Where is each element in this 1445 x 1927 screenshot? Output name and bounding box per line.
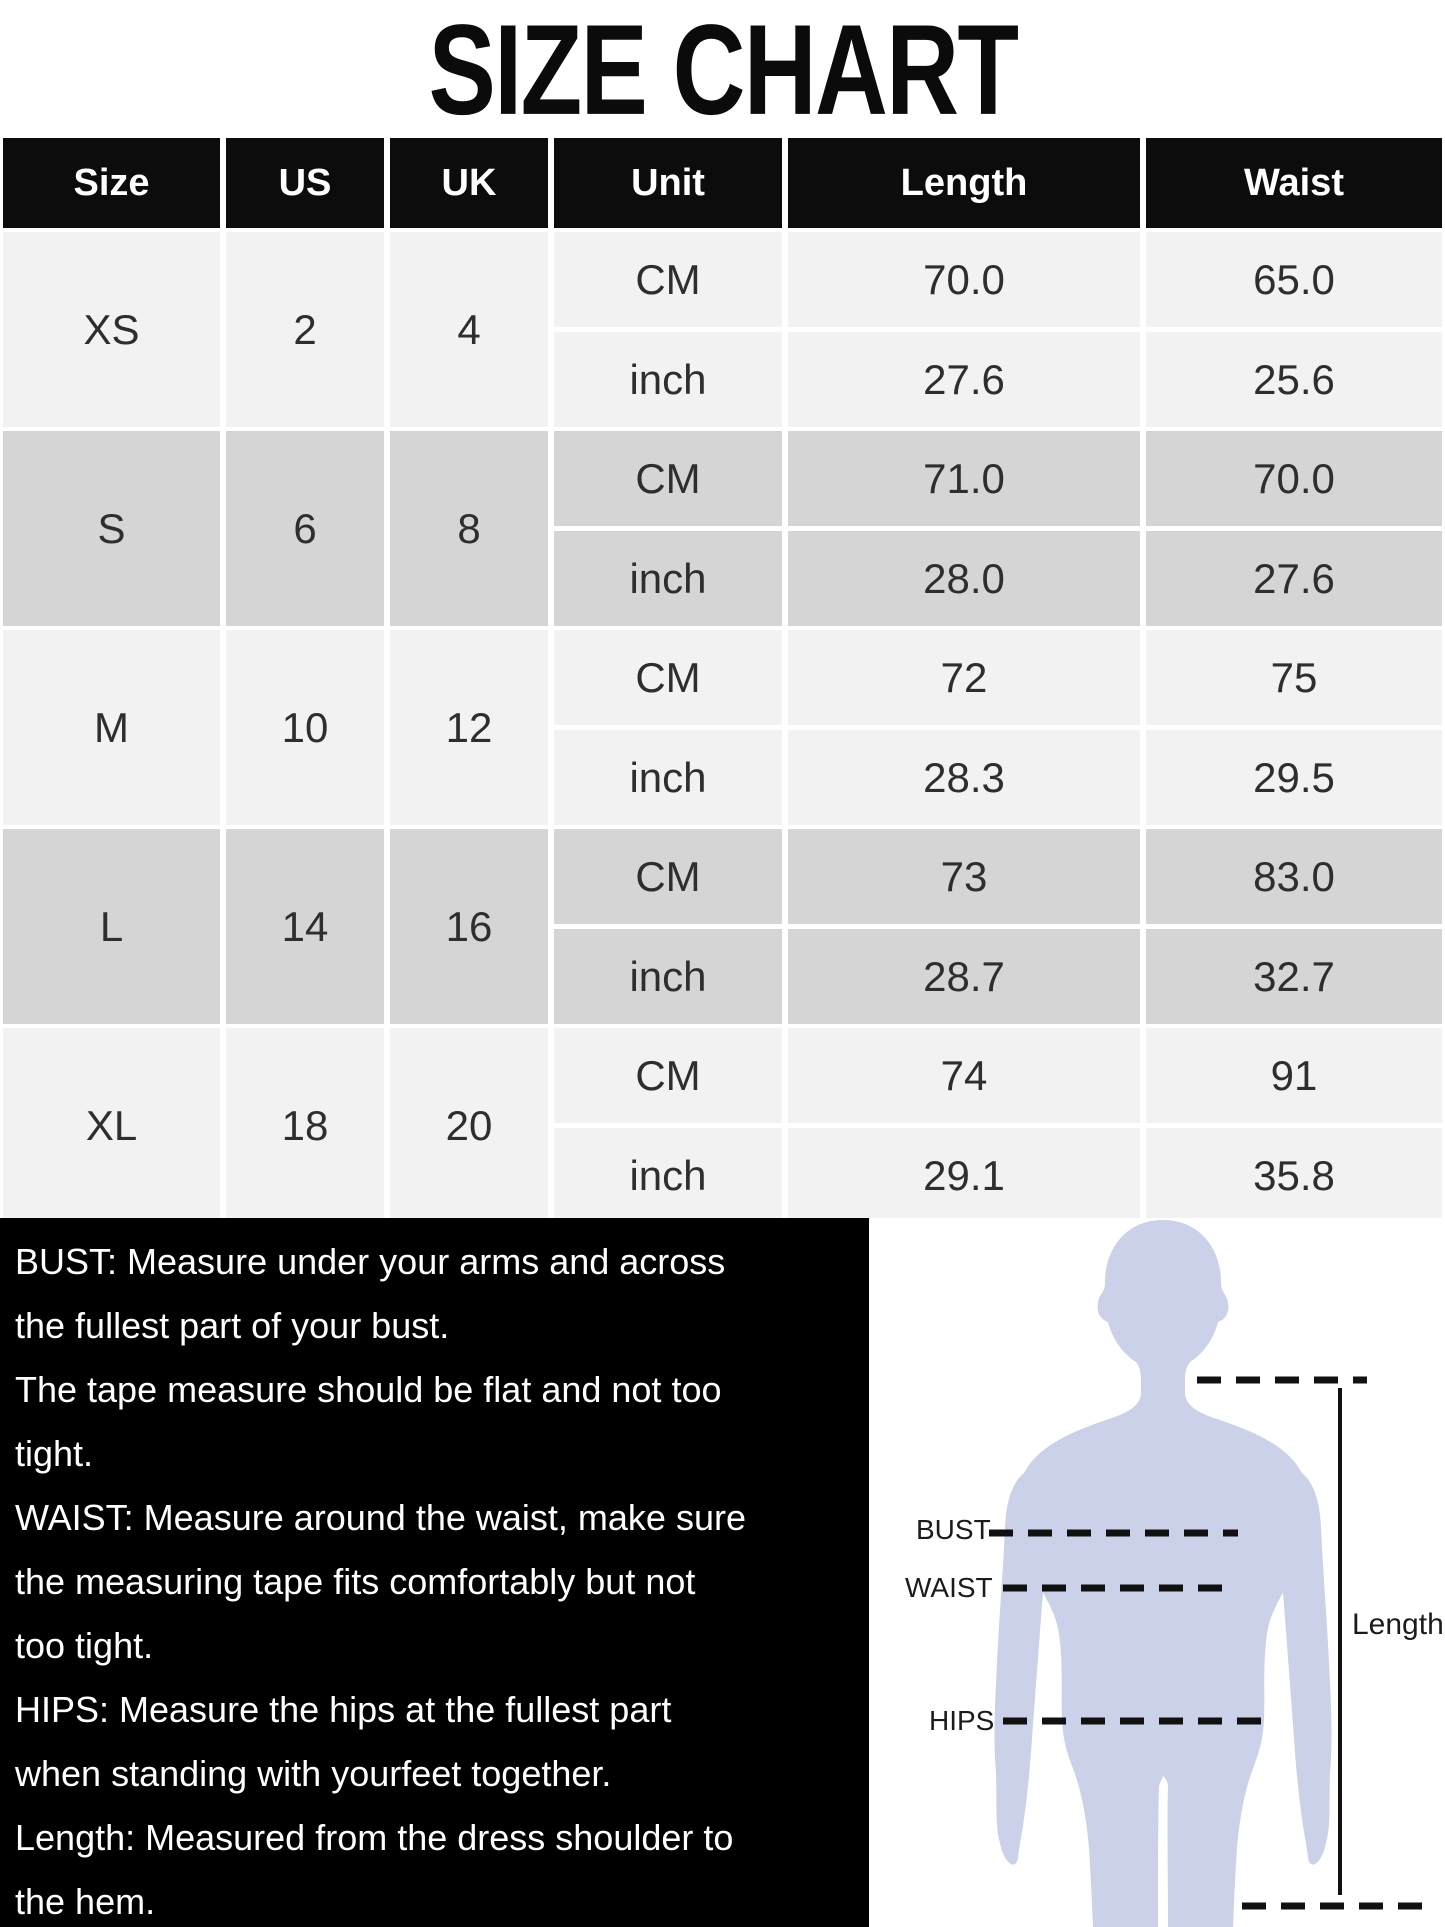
- instruction-line: HIPS: Measure the hips at the fullest part: [15, 1689, 672, 1730]
- size-table: [0, 138, 1445, 1223]
- length-cm-cell: 73: [788, 829, 1140, 924]
- waist-cm-cell: 75: [1146, 630, 1442, 725]
- us-cell: 10: [226, 630, 384, 825]
- length-inch-cell: 27.6: [788, 332, 1140, 427]
- silhouette-body: [1016, 1220, 1311, 1927]
- page-title: [0, 0, 1445, 141]
- instruction-line: when standing with yourfeet together.: [15, 1753, 612, 1794]
- us-cell: 14: [226, 829, 384, 1024]
- length-label: Length: [1352, 1608, 1444, 1641]
- table-row-l: [3, 829, 1442, 1024]
- waist-label: WAIST: [905, 1572, 993, 1603]
- uk-cell: 4: [390, 232, 548, 427]
- unit-cm-cell: CM: [554, 630, 782, 725]
- header-size: Size: [3, 138, 220, 228]
- header-us: US: [226, 138, 384, 228]
- us-cell: 6: [226, 431, 384, 626]
- instruction-line: WAIST: Measure around the waist, make sure: [15, 1497, 746, 1538]
- waist-cm-cell: 83.0: [1146, 829, 1442, 924]
- header-length: Length: [788, 138, 1140, 228]
- length-cm-cell: 74: [788, 1028, 1140, 1123]
- length-cm-cell: 70.0: [788, 232, 1140, 327]
- us-cell: 2: [226, 232, 384, 427]
- length-inch-cell: 28.7: [788, 929, 1140, 1024]
- instruction-line: the hem.: [15, 1881, 156, 1922]
- length-inch-cell: 28.0: [788, 531, 1140, 626]
- uk-cell: 20: [390, 1028, 548, 1223]
- silhouette-left-arm: [994, 1470, 1050, 1865]
- instruction-line: BUST: Measure under your arms and across: [15, 1241, 726, 1282]
- uk-cell: 16: [390, 829, 548, 1024]
- uk-cell: 8: [390, 431, 548, 626]
- waist-inch-cell: 32.7: [1146, 929, 1442, 1024]
- measurement-guide-section: [0, 1218, 1445, 1927]
- size-cell: L: [3, 829, 220, 1024]
- length-cm-cell: 71.0: [788, 431, 1140, 526]
- header-waist: Waist: [1146, 138, 1442, 228]
- waist-cm-cell: 65.0: [1146, 232, 1442, 327]
- header-uk: UK: [390, 138, 548, 228]
- instruction-line: too tight.: [15, 1625, 154, 1666]
- unit-inch-cell: inch: [554, 1128, 782, 1223]
- length-cm-cell: 72: [788, 630, 1140, 725]
- unit-cm-cell: CM: [554, 431, 782, 526]
- page-title-text: SIZE CHART: [428, 0, 1017, 141]
- unit-inch-cell: inch: [554, 730, 782, 825]
- hips-label: HIPS: [929, 1705, 995, 1736]
- table-row-m: [3, 630, 1442, 825]
- instruction-line: the fullest part of your bust.: [15, 1305, 450, 1346]
- waist-cm-cell: 91: [1146, 1028, 1442, 1123]
- header-unit: Unit: [554, 138, 782, 228]
- measurement-instructions: [0, 1218, 869, 1927]
- instruction-line: tight.: [15, 1433, 94, 1474]
- unit-cm-cell: CM: [554, 1028, 782, 1123]
- table-row-xl: [3, 1028, 1442, 1223]
- bust-label: BUST: [916, 1514, 991, 1545]
- table-row-s: [3, 431, 1442, 626]
- instruction-line: the measuring tape fits comfortably but not: [15, 1561, 696, 1602]
- size-cell: XL: [3, 1028, 220, 1223]
- waist-inch-cell: 29.5: [1146, 730, 1442, 825]
- silhouette-right-arm: [1276, 1470, 1332, 1865]
- waist-inch-cell: 35.8: [1146, 1128, 1442, 1223]
- waist-cm-cell: 70.0: [1146, 431, 1442, 526]
- instruction-line: Length: Measured from the dress shoulder to: [15, 1817, 734, 1858]
- unit-cm-cell: CM: [554, 232, 782, 327]
- size-cell: M: [3, 630, 220, 825]
- unit-cm-cell: CM: [554, 829, 782, 924]
- us-cell: 18: [226, 1028, 384, 1223]
- unit-inch-cell: inch: [554, 332, 782, 427]
- unit-inch-cell: inch: [554, 929, 782, 1024]
- table-header-row: [3, 138, 1442, 228]
- table-row-xs: [3, 232, 1442, 427]
- size-cell: S: [3, 431, 220, 626]
- length-inch-cell: 29.1: [788, 1128, 1140, 1223]
- measurement-figure: [870, 1218, 1445, 1927]
- waist-inch-cell: 25.6: [1146, 332, 1442, 427]
- length-inch-cell: 28.3: [788, 730, 1140, 825]
- size-cell: XS: [3, 232, 220, 427]
- unit-inch-cell: inch: [554, 531, 782, 626]
- instruction-line: The tape measure should be flat and not too: [15, 1369, 722, 1410]
- waist-inch-cell: 27.6: [1146, 531, 1442, 626]
- uk-cell: 12: [390, 630, 548, 825]
